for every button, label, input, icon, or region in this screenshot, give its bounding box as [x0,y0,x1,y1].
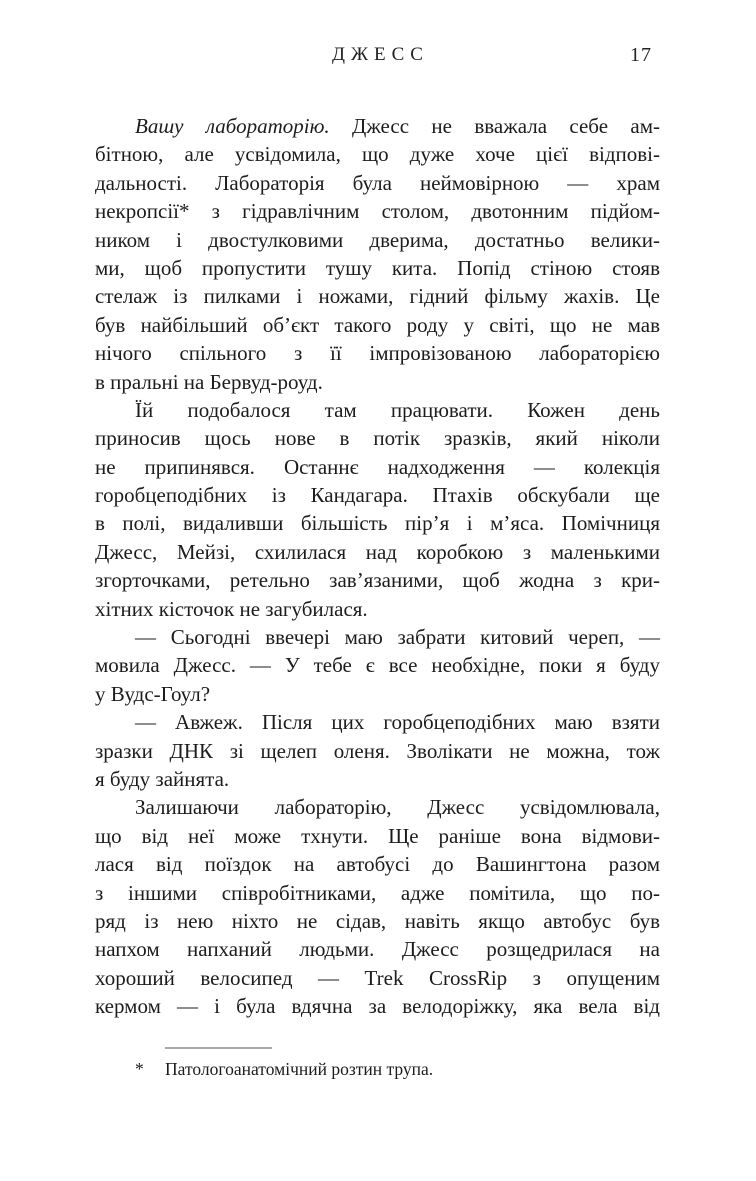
text-line [95,453,660,481]
text-line [95,311,660,339]
text-line [95,112,660,140]
running-header [95,44,660,70]
line-text: некропсії* з гідравлічним столом, двотонним підйом- [95,199,660,224]
text-line [95,509,660,537]
line-text: бітною, але усвідомила, що дуже хоче цієї відпові- [95,142,660,167]
footnote-marker: * [135,1059,144,1079]
text-line [95,566,660,594]
text-line [95,708,660,736]
line-text: нічого спільного з її імпровізованою лабораторією [95,341,660,366]
footnote-separator [165,1047,272,1049]
line-text: кермом — і була вдячна за велодоріжку, яка вела від [95,994,660,1019]
line-text: що від неї може тхнути. Ще раніше вона відмови- [95,823,660,848]
text-line [95,907,660,935]
line-text: ряд із нею ніхто не сідав, навіть якщо автобус був [95,908,660,933]
line-text: — Авжеж. Після цих горобцеподібних маю взяти [135,710,660,735]
line-text: напхом напханий людьми. Джесс розщедрилася на [95,937,660,962]
footnote-text: Патологоанатомічний розтин трупа. [165,1059,434,1079]
line-text: дальності. Лабораторія була неймовірною — храм [95,170,660,195]
line-text: з іншими співробітниками, адже помітила, що по- [95,880,660,905]
text-line [95,765,660,793]
text-line [95,339,660,367]
line-text: приносив щось нове в потік зразків, який ніколи [95,426,660,451]
text-line [95,737,660,765]
line-text: Джесс, Мейзі, схилилася над коробкою з маленькими [95,539,660,564]
line-text: був найбільший об’єкт такого роду у світі, що не мав [95,312,660,337]
text-line [95,481,660,509]
line-text: зразки ДНК зі щелеп оленя. Зволікати не можна, тож [95,738,660,763]
line-text: в пральні на Бервуд-роуд. [95,369,323,394]
line-text: Джесс не вважала себе ам- [329,114,660,138]
footnote [95,1057,660,1081]
line-text: мовила Джесс. — У тебе є все необхідне, поки я буду [95,653,660,678]
text-line [95,282,660,310]
line-text: стелаж із пилками і ножами, гідний фільму жахів. Це [95,284,660,309]
text-line [95,850,660,878]
line-text: згорточками, ретельно зав’язаними, щоб жодна з кри- [95,568,660,593]
text-line [95,254,660,282]
text-line [95,822,660,850]
line-text: хороший велосипед — Trek CrossRip з опущеним [95,965,660,990]
page-number: 17 [630,44,652,66]
text-line [95,651,660,679]
text-line [95,424,660,452]
line-text: хітних кісточок не загубилася. [95,596,368,621]
line-text: ми, щоб пропустити тушу кита. Попід стіною стояв [95,255,660,280]
text-line [95,935,660,963]
line-text: лася від поїздок на автобусі до Вашингтона разом [95,852,660,877]
text-line [95,169,660,197]
paragraph [95,623,660,708]
text-line [95,140,660,168]
line-text: Залишаючи лабораторію, Джесс усвідомлювала, [135,795,660,820]
paragraph [95,793,660,1020]
text-line [95,879,660,907]
chapter-title: ДЖЕСС [332,44,429,65]
text-line [95,226,660,254]
line-text: у Вудс-Гоул? [95,681,211,706]
line-text: не припинявся. Останнє надходження — колекція [95,454,660,479]
line-text: ником і двостулковими дверима, достатньо велики- [95,227,660,252]
text-line [95,197,660,225]
text-line [95,623,660,651]
italic-lead: Вашу лабораторію. [135,114,330,138]
text-line [95,368,660,396]
text-line [95,396,660,424]
line-text: горобцеподібних із Кандагара. Птахів обскубали ще [95,483,660,508]
paragraph [95,708,660,793]
line-text: — Сьогодні ввечері маю забрати китовий череп, — [135,625,660,650]
text-line [95,793,660,821]
text-line [95,538,660,566]
paragraph [95,396,660,623]
line-text: Їй подобалося там працювати. Кожен день [135,397,660,422]
text-line [95,595,660,623]
body-text [95,112,660,1021]
paragraph [95,112,660,396]
line-text: в полі, видаливши більшість пір’я і м’яса. Помічниця [95,511,660,536]
text-line [95,680,660,708]
text-line [95,992,660,1020]
text-line [95,964,660,992]
line-text: я буду зайнята. [95,766,230,791]
